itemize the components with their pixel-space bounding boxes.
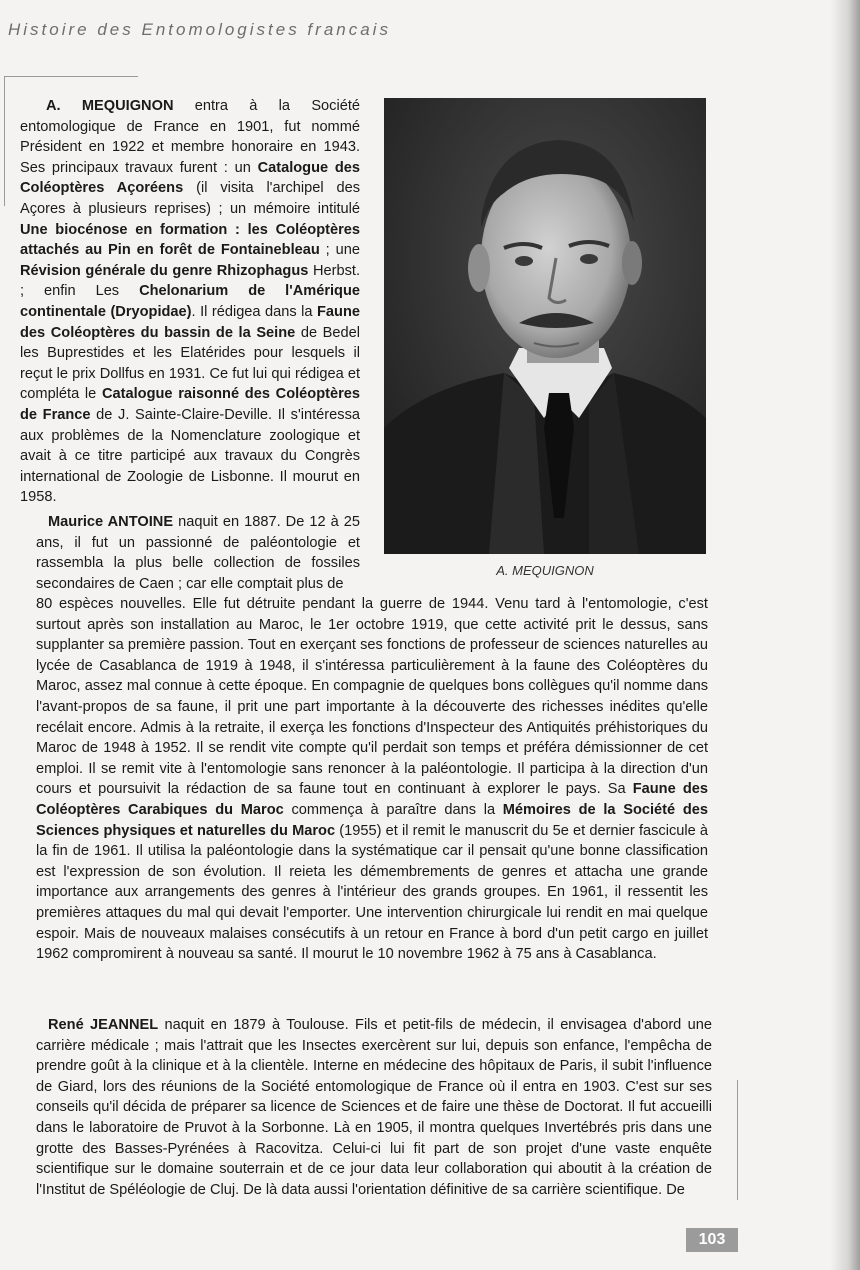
text-run: 80 espèces nouvelles. Elle fut détruite pendant la guerre de 1944. Venu tard à l'entomologie, c'est surtout après son installation au Maroc, le 1er octobre 1919, que cette activité prit le dessus, sans supplanter sa première passion. Tout en exerçant ses fonctions de professeur de sciences naturelles au lycée de Casablanca de 1919 à 1948, il s'intéressa particulièrement à la faune des Coléoptères du Maroc, assez mal connue à cette époque. En compagnie de quelques bons collègues qu'il nomme dans l'avant-propos de sa faune, il prit une part importante à la découverte des richesses inédites qu'elle recélait encore. Admis à la retraite, il exerça les fonctions d'Inspecteur des Antiquités préhistoriques du Maroc de 1948 à 1952. Il se rendit vite compte qu'il perdait son temps et préféra démissionner de cet emploi. Il se remit vite à l'entomologie sans renoncer à la paléontologie. Il participa à la direction d'un cours et poursuivit la rédaction de sa faune tout en continuant à explorer le pays. Sa: [36, 596, 708, 798]
paragraph-mequignon: [20, 96, 360, 508]
text-run: . Il rédigea dans la: [191, 303, 318, 320]
text-run: Herbst. ; enfin Les: [20, 262, 360, 300]
work-title: Catalogue raisonné des Coléoptères de France: [20, 386, 360, 423]
text-run: entra à la Société entomologique de France en 1901, fut nommé Président en 1922 et membre honoraire en 1943. Ses principaux travaux furent : un: [20, 98, 360, 176]
text-run: de Bedel les Buprestides et les Elatérides pour lesquels il reçut le prix Dollfus en 1931. Ce fut lui qui rédigea et compléta le: [20, 324, 360, 403]
text-run: (1955) et il remit le manuscrit du 5e et dernier fascicule à la fin de 1961. Il utilisa la paléontologie dans la systématique car il pensait qu'une bonne classification est l'expression de son évolution. Il reieta les démembrements de genres et attacha une grande importance aux arrangements des genres à l'intérieur des grands groupes. En 1961, il ressentit les premières attaques du mal qui devait l'emporter. Une intervention chirurgicale lui rendit en mai quelque espoir. Mais de nouveaux malaises consécutifs à un retour en France à bord d'un petit cargo en juillet 1962 compromirent à nouveau sa santé. Il mourut le 10 novembre 1962 à 75 ans à Casablanca.: [36, 822, 709, 963]
portrait-image: [384, 98, 706, 554]
portrait-photo: [384, 98, 706, 554]
photo-caption: A. MEQUIGNON: [496, 563, 594, 578]
text-run: (il visita l'archipel des Açores à plusieurs reprises) ; un mémoire intitulé: [20, 180, 360, 217]
work-title: Révision générale du genre Rhizophagus: [20, 262, 309, 279]
work-title: Une biocénose en formation : les Coléoptères attachés au Pin en forêt de Fontainebleau: [20, 221, 360, 259]
corner-rule-horizontal: [4, 76, 138, 77]
person-name: René JEANNEL: [48, 1017, 159, 1033]
running-head: Histoire des Entomologistes francais: [8, 20, 391, 39]
work-title: Chelonarium de l'Amérique continentale (Dryopidae): [20, 283, 361, 320]
text-run: naquit en 1879 à Toulouse. Fils et petit-fils de médecin, il envisagea d'abord une carrière médicale ; mais l'attrait que les Insectes exercèrent sur lui, depuis son enfance, l'empêcha de prendre goût à la clinique et à la clientèle. Interne en médecine des hôpitaux de Paris, il subit l'influence de Giard, lors des réunions de la Société entomologique de France où il entra en 1903. C'est sur ses conseils qu'il décida de préparer sa licence de Sciences et de faire une thèse de Doctorat. Il fut accueilli dans le laboratoire de Pruvot à la Sorbonne. Là en 1905, il montra quelques Invertébrés pris dans une grotte des Basses-Pyrénées à Racovitza. Celui-ci lui fit part de son projet d'une vaste enquête scientifique sur le domaine souterrain et de ce jour data leur collaboration qui aboutit à la création de l'Institut de Spéléologie de Cluj. De là data aussi l'orientation définitive de sa carrière scientifique. De: [36, 1017, 712, 1198]
paragraph-antoine-start: [36, 512, 360, 594]
corner-rule-vertical: [4, 76, 5, 206]
paragraph-antoine-continued: [36, 594, 708, 965]
paragraph-jeannel: [36, 1015, 712, 1200]
work-title: Faune des Coléoptères Carabiques du Maroc: [36, 781, 708, 818]
text-run: ; une: [319, 242, 360, 259]
work-title: Faune des Coléoptères du bassin de la Seine: [20, 303, 360, 341]
page-number: 103: [686, 1228, 738, 1252]
work-title: Catalogue des Coléoptères Açoréens: [20, 159, 360, 197]
page-edge-shadow: [830, 0, 860, 1270]
corner-rule-vertical-bottom: [737, 1080, 738, 1200]
person-name: Maurice ANTOINE: [48, 514, 174, 530]
work-title: Mémoires de la Société des Sciences physiques et naturelles du Maroc: [36, 801, 708, 839]
text-run: commença à paraître dans la: [283, 801, 503, 818]
text-run: de J. Sainte-Claire-Deville. Il s'intéressa aux problèmes de la Nomenclature zoologique et avait à ce titre participé aux travaux du Congrès international de Zoologie de Lisbonne. Il mourut en 1958.: [20, 406, 360, 506]
person-name: A. MEQUIGNON: [46, 98, 174, 114]
text-run: naquit en 1887. De 12 à 25 ans, il fut un passionné de paléontologie et rassembla la plus belle collection de fossiles secondaires de Caen ; car elle comptait plus de: [36, 514, 361, 592]
